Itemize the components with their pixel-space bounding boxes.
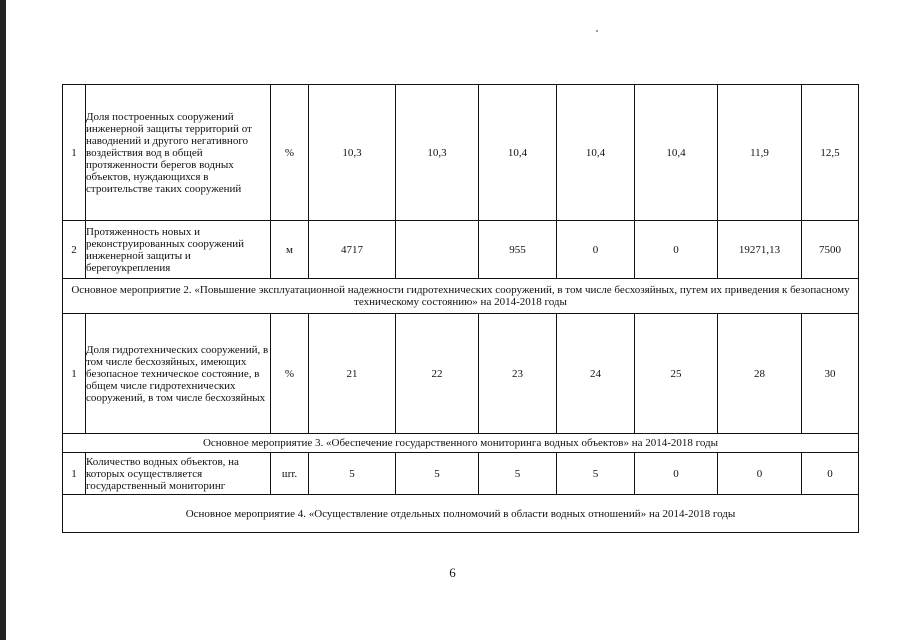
- value-cell: 28: [718, 314, 802, 434]
- value-cell: 30: [802, 314, 859, 434]
- value-cell: 955: [479, 221, 557, 279]
- value-cell: 23: [479, 314, 557, 434]
- row-number: 1: [63, 314, 86, 434]
- table-row: [63, 85, 859, 221]
- row-number: 1: [63, 453, 86, 495]
- value-cell: 0: [635, 221, 718, 279]
- value-cell: [396, 221, 479, 279]
- value-cell: 19271,13: [718, 221, 802, 279]
- indicator-description: Доля гидротехнических сооружений, в том числе бесхозяйных, имеющих безопасное техническое состояние, в общем числе гидротехнических сооружений, в том числе бесхозяйных: [86, 314, 271, 434]
- value-cell: 0: [802, 453, 859, 495]
- section-row: [63, 434, 859, 453]
- unit-cell: %: [271, 85, 309, 221]
- value-cell: 22: [396, 314, 479, 434]
- scan-speck: [596, 30, 598, 32]
- table-row: [63, 221, 859, 279]
- value-cell: 10,4: [635, 85, 718, 221]
- row-number: 1: [63, 85, 86, 221]
- unit-cell: шт.: [271, 453, 309, 495]
- indicator-description: Доля построенных сооружений инженерной защиты территорий от наводнений и другого негативного воздействия вод в общей протяженности берегов водных объектов, нуждающихся в строительстве таких сооружений: [86, 85, 271, 221]
- value-cell: 10,3: [396, 85, 479, 221]
- row-number: 2: [63, 221, 86, 279]
- value-cell: 12,5: [802, 85, 859, 221]
- value-cell: 5: [557, 453, 635, 495]
- value-cell: 4717: [309, 221, 396, 279]
- section-heading: Основное мероприятие 3. «Обеспечение государственного мониторинга водных объектов» на 2014-2018 годы: [63, 434, 859, 453]
- value-cell: 21: [309, 314, 396, 434]
- section-heading: Основное мероприятие 2. «Повышение эксплуатационной надежности гидротехнических сооружений, в том числе бесхозяйных, путем их приведения к безопасному техническому состоянию» на 2014-2018 годы: [63, 279, 859, 314]
- unit-cell: м: [271, 221, 309, 279]
- indicator-description: Протяженность новых и реконструированных сооружений инженерной защиты и берегоукрепления: [86, 221, 271, 279]
- indicators-table: [62, 84, 859, 533]
- section-row: [63, 495, 859, 533]
- indicator-description: Количество водных объектов, на которых осуществляется государственный мониторинг: [86, 453, 271, 495]
- value-cell: 5: [396, 453, 479, 495]
- section-heading: Основное мероприятие 4. «Осуществление отдельных полномочий в области водных отношений» на 2014-2018 годы: [63, 495, 859, 533]
- value-cell: 24: [557, 314, 635, 434]
- value-cell: 11,9: [718, 85, 802, 221]
- scan-edge-bar: [0, 0, 6, 640]
- unit-cell: %: [271, 314, 309, 434]
- value-cell: 10,4: [479, 85, 557, 221]
- table-row: [63, 314, 859, 434]
- value-cell: 25: [635, 314, 718, 434]
- section-row: [63, 279, 859, 314]
- value-cell: 7500: [802, 221, 859, 279]
- value-cell: 10,3: [309, 85, 396, 221]
- value-cell: 0: [557, 221, 635, 279]
- table-row: [63, 453, 859, 495]
- value-cell: 10,4: [557, 85, 635, 221]
- value-cell: 0: [718, 453, 802, 495]
- value-cell: 5: [309, 453, 396, 495]
- value-cell: 0: [635, 453, 718, 495]
- page-number: 6: [449, 565, 456, 580]
- value-cell: 5: [479, 453, 557, 495]
